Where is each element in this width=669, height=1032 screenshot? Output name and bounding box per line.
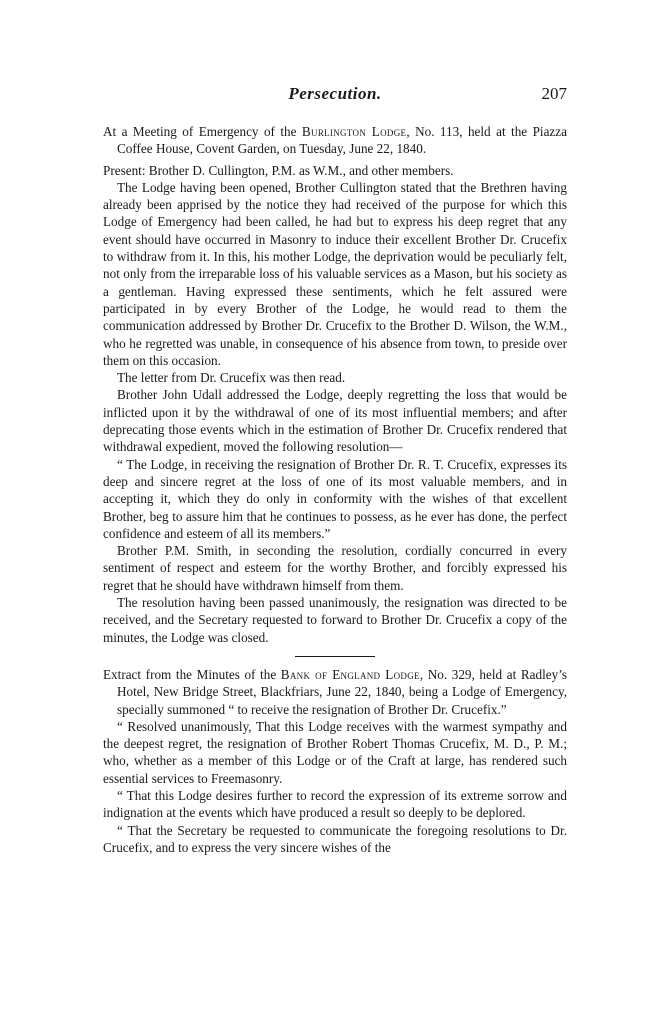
paragraph-udall: Brother John Udall addressed the Lodge, deeply regretting the loss that would be inflicted upon it by the withdrawal of one of its most influential members; and after deprecating those events which in the estimation of Brother Dr. Crucefix rendered that withdrawal expedient, moved the following resolution—: [103, 387, 567, 455]
burlington-intro-b: , No. 113, held at the Piazza Coffee House, Covent Garden, on Tuesday, June 22, 1840.: [117, 124, 567, 157]
burlington-lodge-name: Burlington Lodge: [301, 124, 407, 139]
burlington-intro-a: At a Meeting of Emergency of the: [103, 124, 302, 139]
resolved-quote: “ Resolved unanimously, That this Lodge receives with the warmest sympathy and the deepest regret, the resignation of Brother Robert Thomas Crucefix, M. D., P. M.; who, whether as a member of this Lodge or of the Craft at large, has rendered such essential services to Freemasonry.: [103, 718, 567, 786]
burlington-intro: [103, 123, 567, 158]
paragraph-closing: The resolution having been passed unanimously, the resignation was directed to be received, and the Secretary requested to forward to Brother Dr. Crucefix a copy of the minutes, the Lodge was closed.: [103, 595, 567, 645]
bank-intro: [103, 666, 567, 718]
secretary-quote: “ That the Secretary be requested to communicate the foregoing resolutions to Dr. Crucefix, and to express the very sincere wishes of the: [103, 822, 567, 855]
section-divider: [295, 656, 375, 657]
paragraph-smith: Brother P.M. Smith, in seconding the resolution, cordially concurred in every sentiment of respect and esteem for the worthy Brother, and forcibly expressed his regret that he should have withdrawn himself from them.: [103, 543, 567, 593]
paragraph-letter: The letter from Dr. Crucefix was then read.: [117, 370, 346, 386]
bank-intro-a: Extract from the Minutes of the: [103, 666, 281, 682]
resolution-quote: “ The Lodge, in receiving the resignation of Brother Dr. R. T. Crucefix, expresses its deep and sincere regret at the loss of one of its most valuable members, and in accepting it, which they do only in conformity with the wishes of that excellent Brother, beg to assure him that he continues to possess, as he ever has done, the perfect confidence and esteem of all its members.”: [103, 456, 567, 541]
running-title: Persecution.: [288, 84, 382, 103]
present-line: Present: Brother D. Cullington, P.M. as W.M., and other members.: [103, 162, 454, 178]
bank-intro-b: , No. 329, held at Radley’s Hotel, New Bridge Street, Blackfriars, June 22, 1840, being a Lodge of Emergency, specially summoned “ to receive the resignation of Brother Dr. Crucefix.”: [117, 666, 567, 717]
further-quote: “ That this Lodge desires further to record the expression of its extreme sorrow and indignation at the events which have produced a result so deeply to be deplored.: [103, 787, 567, 821]
bank-lodge-name: Bank of England Lodge: [280, 666, 420, 682]
paragraph-opening: The Lodge having been opened, Brother Cullington stated that the Brethren having already been apprised by the notice they had received of the purpose for which this Lodge of Emergency had been called, he had but to express his deep regret that any event should have occurred in Masonry to induce their excellent Brother Dr. Crucefix to withdraw from it. In this, his mother Lodge, the deprivation would be peculiarly felt, not only from the irreparable loss of his valuable services as a Mason, but his society as a gentleman. Having expressed these sentiments, which he felt assured were participated in by every Brother of the Lodge, he would read to them the communication addressed by Brother Dr. Crucefix to the Brother D. Wilson, the W.M., who he regretted was unable, in consequence of his absence from town, to preside over them on this occasion.: [103, 179, 567, 368]
page-header: [103, 84, 567, 106]
page-number: 207: [541, 84, 567, 103]
body-text: [103, 123, 567, 856]
